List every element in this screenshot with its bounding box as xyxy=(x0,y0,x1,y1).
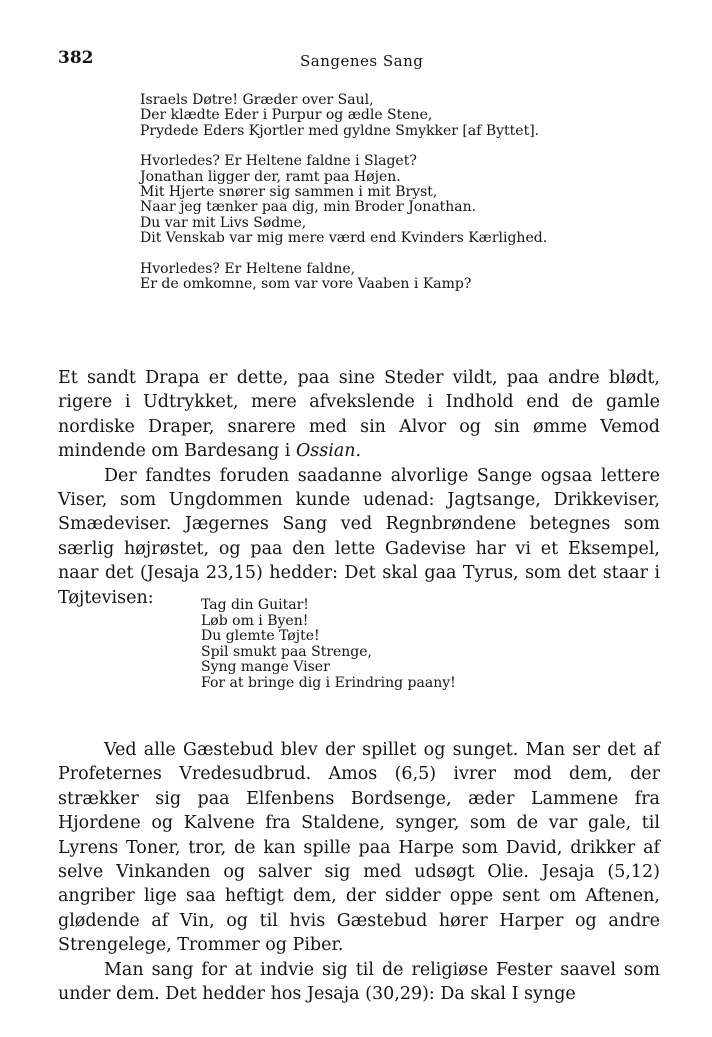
paragraph xyxy=(58,366,660,464)
poem-line: Der klædte Eder i Purpur og ædle Stene, xyxy=(140,107,433,124)
poem-line: Naar jeg tænker paa dig, min Broder Jonathan. xyxy=(140,199,477,216)
poem-line: Hvorledes? Er Heltene faldne, xyxy=(140,260,356,277)
poem-line: Israels Døtre! Græder over Saul, xyxy=(140,92,374,108)
poem-line: Prydede Eders Kjortler med gyldne Smykker [af Byttet]. xyxy=(140,122,540,139)
paragraph-text: Et sandt Drapa er dette, paa sine Steder vildt, paa andre blødt, rigere i Udtrykket, mere afvekslende i Indhold end de gamle nordiske Draper, snarere med sin Alvor og sin ømme Vemod mindende om Bardesang i xyxy=(58,368,660,462)
poem-line: Er de omkomne, som var vore Vaaben i Kamp? xyxy=(140,276,472,293)
poem-tojtevisen xyxy=(201,598,456,692)
paragraph: Der fandtes foruden saadanne alvorlige Sange ogsaa lettere Viser, som Ungdommen kunde udenad: Jagtsange, Drikkeviser, Smædeviser. Jægernes Sang ved Regnbrøndene betegnes som særlig højrøstet, og paa den lette Gadevise har vi et Eksempel, naar det (Jesaja 23,15) hedder: Det skal gaa Tyrus, som det staar i Tøjtevisen: xyxy=(58,465,660,608)
poem-line: Jonathan ligger der, ramt paa Højen. xyxy=(140,168,401,185)
poem-line: Spil smukt paa Strenge, xyxy=(201,643,373,660)
poem-line: Du var mit Livs Sødme, xyxy=(140,214,307,231)
poem-lament-saul-jonathan xyxy=(140,93,547,307)
poem-line: Tag din Guitar! xyxy=(201,597,309,613)
page-number: 382 xyxy=(58,48,94,68)
poem-stanza xyxy=(140,262,547,293)
body-text-upper xyxy=(58,366,660,610)
poem-line: For at bringe dig i Erindring paany! xyxy=(201,674,456,691)
poem-line: Mit Hjerte snører sig sammen i mit Bryst, xyxy=(140,184,438,201)
poem-stanza xyxy=(140,93,547,139)
paragraph: Man sang for at indvie sig til de religiøse Fester saavel som under dem. Det hedder hos Jesaja (30,29): Da skal I synge xyxy=(58,959,660,1005)
ossian-italic: Ossian. xyxy=(295,441,362,462)
body-text-lower xyxy=(58,738,660,1006)
poem-line: Dit Venskab var mig mere værd end Kvinders Kærlighed. xyxy=(140,230,548,247)
poem-stanza xyxy=(140,154,547,246)
poem-line: Du glemte Tøjte! xyxy=(201,628,320,645)
poem-line: Hvorledes? Er Heltene faldne i Slaget? xyxy=(140,153,417,170)
paragraph: Ved alle Gæstebud blev der spillet og sunget. Man ser det af Profeternes Vredesudbrud. Amos (6,5) ivrer mod dem, der strækker sig paa Elfenbens Bordsenge, æder Lammene fra Hjordene og Kalvene fra Staldene, synger, som de var gale, til Lyrens Toner, tror, de kan spille paa Harpe som David, drikker af selve Vinkanden og salver sig med udsøgt Olie. Jesaja (5,12) angriber lige saa heftigt dem, der sidder oppe sent om Aftenen, glødende af Vin, og til hvis Gæstebud hører Harper og andre Strengelege, Trommer og Piber. xyxy=(58,740,660,956)
poem-line: Løb om i Byen! xyxy=(201,612,309,629)
running-title: Sangenes Sang xyxy=(300,52,424,70)
poem-line: Syng mange Viser xyxy=(201,659,330,676)
